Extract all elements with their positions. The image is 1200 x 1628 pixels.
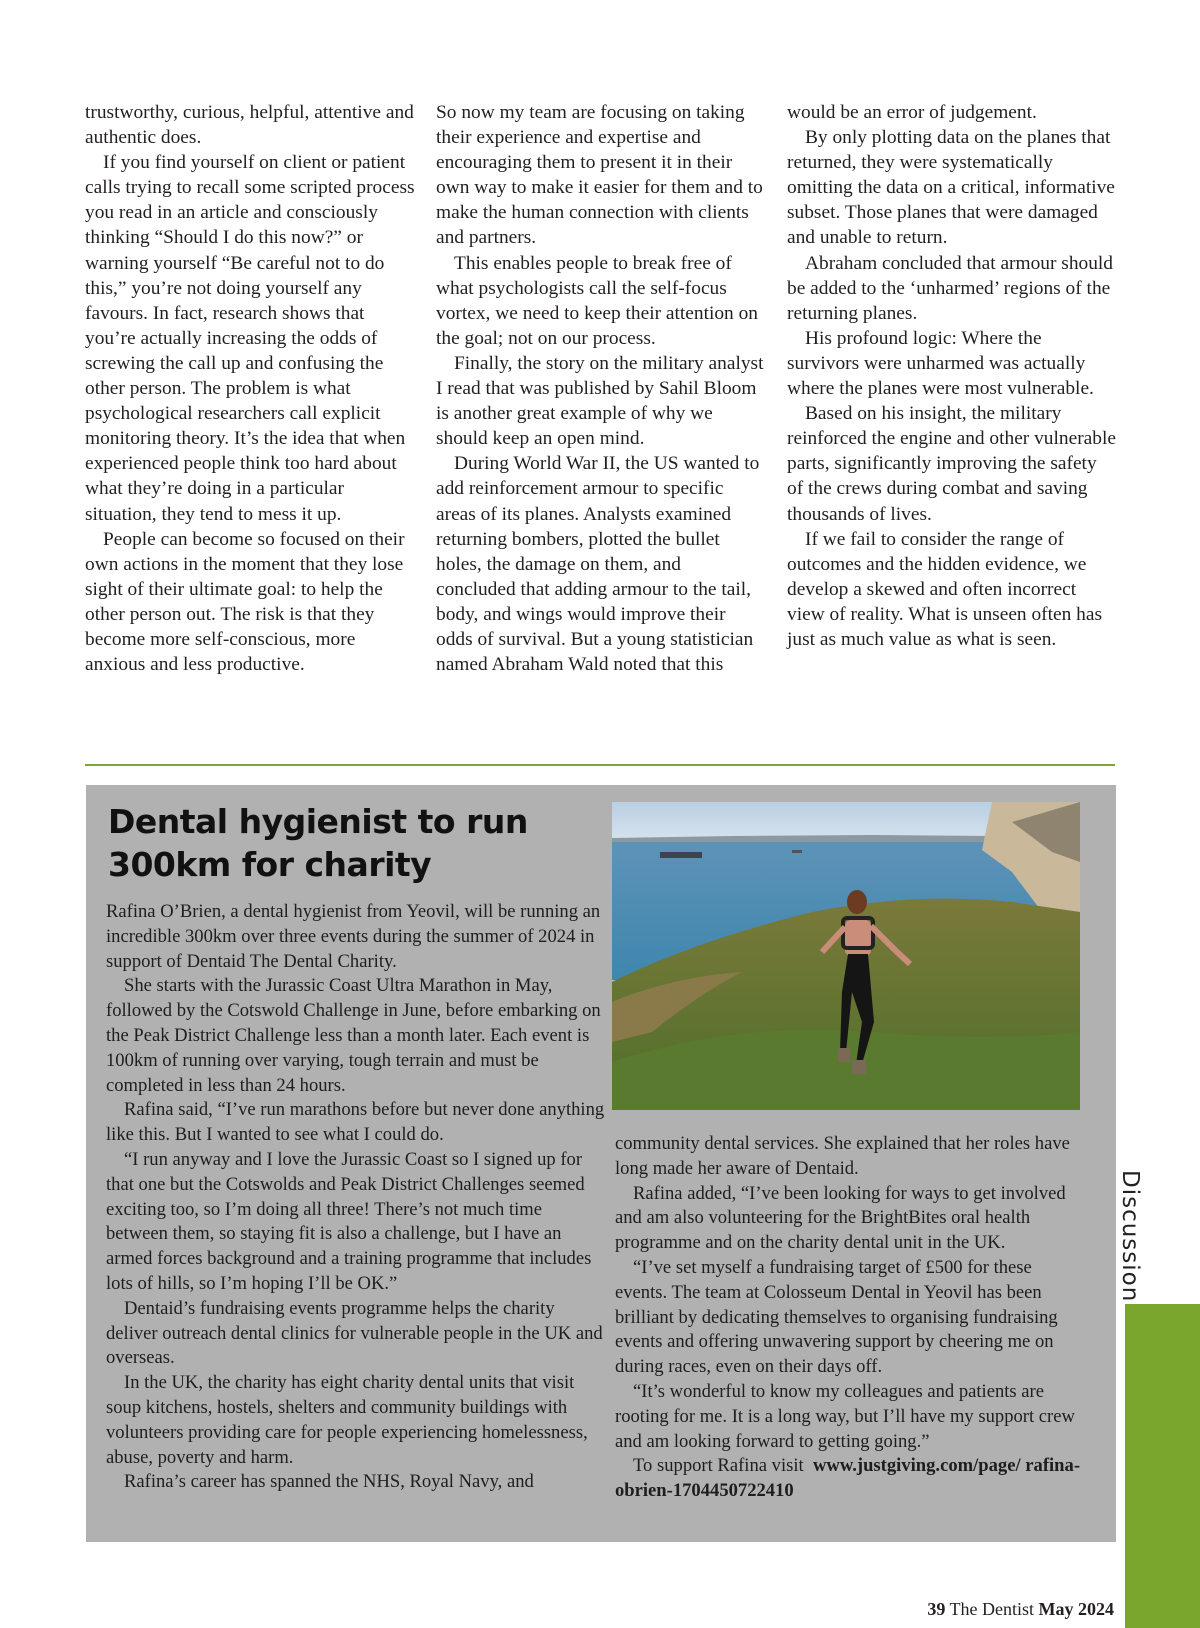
news-column-left: [106, 900, 606, 1495]
paragraph: would be an error of judgement.: [787, 102, 1037, 123]
paragraph: trustworthy, curious, helpful, attentive and authentic does.: [85, 102, 414, 149]
paragraph: “I run anyway and I love the Jurassic Coast so I signed up for that one but the Cotswolds and Peak District Challenges seemed exciting too, so I’m doing all three! There’s not much time between them, so staying fit is also a challenge, but I have an armed forces background and a training programme that includes lots of hills, so I’m hoping I’ll be OK.”: [106, 1148, 592, 1294]
paragraph: She starts with the Jurassic Coast Ultra Marathon in May, followed by the Cotswold Challenge in June, before embarking on the Peak District Challenge less than a month later. Each event is 100km of running over varying, tough terrain and must be completed in less than 24 hours.: [106, 975, 601, 1096]
paragraph: During World War II, the US wanted to add reinforcement armour to specific areas of its planes. Analysts examined returning bombers, plotted the bullet holes, the damage on them, and concluded that adding armour to the tail, body, and wings would improve their odds of survival. But a young statistician named Abraham Wald noted that this: [436, 453, 760, 676]
section-divider: [85, 764, 1115, 766]
article-column-3: [787, 100, 1117, 652]
support-paragraph: [615, 1454, 1085, 1504]
paragraph: “I’ve set myself a fundraising target of £500 for these events. The team at Colosseum Dental in Yeovil has been brilliant by dedicating themselves to organising fundraising events and offering unwavering support by cheering me on during races, even on their days off.: [615, 1256, 1058, 1378]
news-headline: Dental hygienist to run 300km for charity: [108, 802, 528, 884]
paragraph: If you find yourself on client or patient calls trying to recall some scripted process you read in an article and consciously thinking “Should I do this now?” or warning yourself “Be careful not to do this,” you’re not doing yourself any favours. In fact, research shows that you’re actually increasing the odds of screwing the call up and confusing the other person. The problem is what psychological researchers call explicit monitoring theory. It’s the idea that when experienced people think too hard about what they’re doing in a particular situation, they tend to mess it up.: [85, 152, 415, 525]
justgiving-link[interactable]: www.justgiving.com/page/ rafina-obrien-1704450722410: [615, 1455, 1081, 1502]
paragraph: “It’s wonderful to know my colleagues and patients are rooting for me. It is a long way, but I’ll have my support crew and am looking forward to getting going.”: [615, 1380, 1075, 1452]
paragraph: community dental services. She explained that her roles have long made her aware of Dentaid.: [615, 1133, 1070, 1179]
article-column-1: [85, 100, 415, 677]
paragraph: By only plotting data on the planes that returned, they were systematically omitting the data on a critical, informative subset. Those planes that were damaged and unable to return.: [787, 127, 1115, 249]
page-number: 39: [927, 1599, 946, 1619]
paragraph: Based on his insight, the military reinforced the engine and other vulnerable parts, significantly improving the safety of the crews during combat and saving thousands of lives.: [787, 403, 1116, 525]
runner-photo: [612, 802, 1080, 1110]
paragraph: So now my team are focusing on taking their experience and expertise and encouraging them to present it in their own way to make it easier for them and to make the human connection with clients and partners.: [436, 102, 763, 249]
paragraph: His profound logic: Where the survivors were unharmed was actually where the planes were most vulnerable.: [787, 327, 1094, 400]
support-prefix: To support Rafina visit: [633, 1455, 804, 1477]
issue-date: May 2024: [1038, 1599, 1114, 1619]
paragraph: This enables people to break free of what psychologists call the self-focus vortex, we need to keep their attention on the goal; not on our process.: [436, 252, 758, 349]
paragraph: Abraham concluded that armour should be added to the ‘unharmed’ regions of the returning planes.: [787, 252, 1114, 324]
paragraph: Finally, the story on the military analyst I read that was published by Sahil Bloom is another great example of why we should keep an open mind.: [436, 352, 764, 450]
news-column-right: [615, 1132, 1085, 1504]
paragraph: If we fail to consider the range of outcomes and the hidden evidence, we develop a skewed and often incorrect view of reality. What is unseen often has just as much value as what is seen.: [787, 528, 1103, 650]
paragraph: Dentaid’s fundraising events programme helps the charity deliver outreach dental clinics for vulnerable people in the UK and overseas.: [106, 1297, 603, 1369]
paragraph: Rafina added, “I’ve been looking for ways to get involved and am also volunteering for the BrightBites oral health programme and on the charity dental unit in the UK.: [615, 1182, 1066, 1254]
paragraph: Rafina said, “I’ve run marathons before but never done anything like this. But I wanted to see what I could do.: [106, 1099, 605, 1146]
article-column-2: [436, 100, 764, 677]
section-label: Discussion: [1117, 1170, 1143, 1303]
paragraph: People can become so focused on their own actions in the moment that they lose sight of their ultimate goal: to help the other person out. The risk is that they become more self-conscious, more anxious and less productive.: [85, 528, 405, 676]
paragraph: Rafina’s career has spanned the NHS, Royal Navy, and: [124, 1471, 534, 1493]
paragraph: Rafina O’Brien, a dental hygienist from Yeovil, will be running an incredible 300km over three events during the summer of 2024 in support of Dentaid The Dental Charity.: [106, 901, 601, 972]
publication-name: The Dentist: [949, 1599, 1034, 1619]
paragraph: In the UK, the charity has eight charity dental units that visit soup kitchens, hostels, shelters and community buildings with volunteers providing care for people experiencing homelessness, abuse, poverty and harm.: [106, 1372, 588, 1468]
page-footer: [927, 1598, 1114, 1620]
